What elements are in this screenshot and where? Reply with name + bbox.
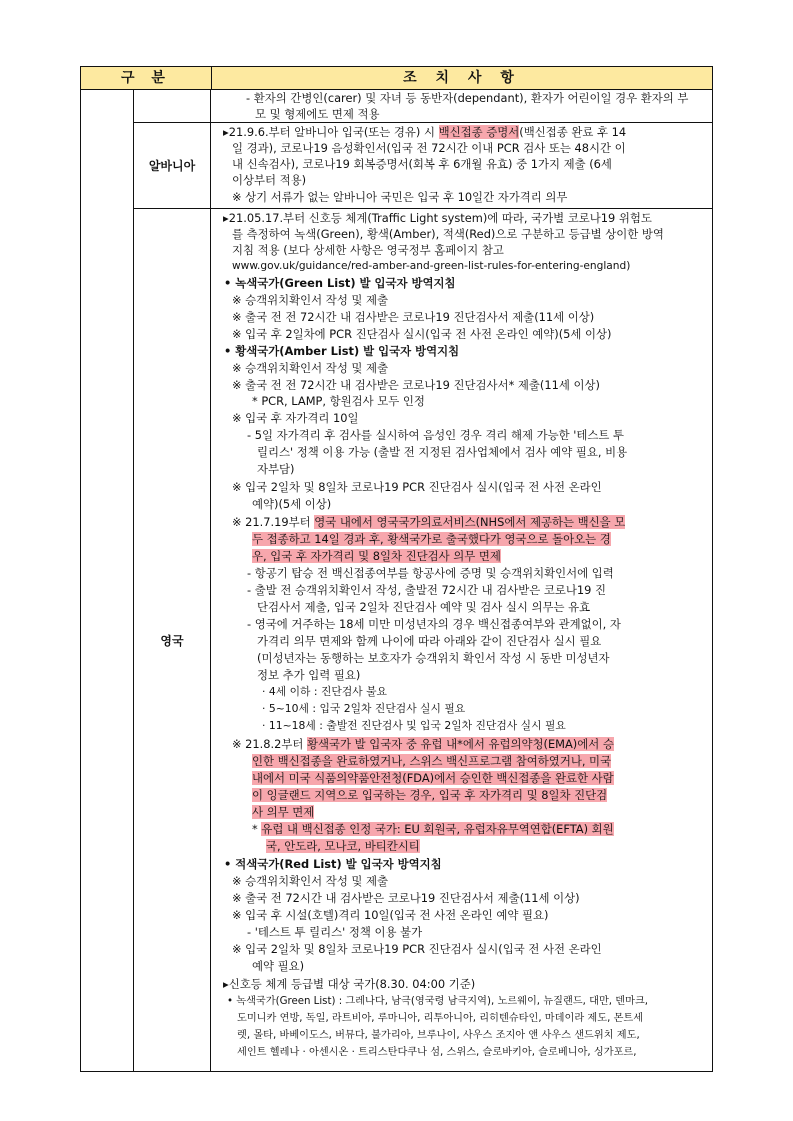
section-heading-amber: • 황색국가(Amber List) 발 입국자 방역지침 (224, 344, 460, 358)
text-line: 모 및 형제에도 면제 적용 (255, 107, 380, 121)
country-cell-prev (134, 89, 211, 122)
header-measures: 조 치 사 항 (403, 70, 521, 86)
country-cell-uk (134, 209, 211, 1071)
country-cell-albania (134, 123, 211, 208)
highlight: 이 잉글랜드 지역으로 입국하는 경우, 입국 후 자가격리 및 8일차 진단검 (252, 788, 608, 802)
text-line: - '테스트 투 릴리스' 정책 이용 불가 (247, 925, 423, 939)
highlight: 유럽 내 백신접종 인정 국가: EU 회원국, 유럽자유무역연합(EFTA) 회원 (261, 822, 614, 836)
text-line: · 5~10세 : 입국 2일차 진단검사 실시 필요 (262, 702, 466, 715)
highlight: 우, 입국 후 자가격리 및 8일차 진단검사 의무 면제 (252, 549, 501, 563)
text-line: ※ 출국 전 전 72시간 내 검사받은 코로나19 진단검사서 제출(11세 이상) (232, 310, 595, 324)
text-line: 정보 추가 입력 필요) (257, 668, 361, 682)
text-line: * 유럽 내 백신접종 인정 국가: EU 회원국, 유럽자유무역연합(EFTA) 회원 (252, 822, 614, 836)
text-line: ▸신호등 체계 등급별 대상 국가(8.30. 04:00 기준) (223, 977, 476, 991)
text-line: 일 경과), 코로나19 음성확인서(입국 전 72시간 이내 PCR 검사 또는 48시간 이 (232, 141, 626, 155)
text-line: (미성년자는 동행하는 보호자가 승객위치 확인서 작성 시 동반 미성년자 (257, 651, 610, 665)
text-line: 를 측정하여 녹색(Green), 황색(Amber), 적색(Red)으로 구분하고 등급별 상이한 방역 (232, 227, 664, 241)
section-heading-red: • 적색국가(Red List) 발 입국자 방역지침 (224, 857, 442, 871)
text-line: ※ 입국 2일차 및 8일차 코로나19 PCR 진단검사 실시(입국 전 사전 온라인 (232, 942, 602, 956)
highlight: 황색국가 발 입국자 중 유럽 내*에서 유럽의약청(EMA)에서 승 (307, 737, 614, 751)
text-line (252, 787, 607, 803)
section-heading-green: • 녹색국가(Green List) 발 입국자 방역지침 (224, 276, 456, 290)
text-line: ※ 출국 전 72시간 내 검사받은 코로나19 진단검사서 제출(11세 이상) (232, 891, 580, 905)
text-line (252, 753, 611, 769)
text-line: * PCR, LAMP, 항원검사 모두 인정 (252, 394, 425, 408)
highlight: 백신접종 증명서 (438, 125, 520, 139)
text-line (252, 531, 611, 547)
text-line: 가격리 의무 면제와 함께 나이에 따라 아래와 같이 진단검사 실시 필요 (257, 634, 602, 648)
text-line: ※ 승객위치확인서 작성 및 제출 (232, 293, 389, 307)
text-line: ※ 입국 후 시설(호텔)격리 10일(입국 전 사전 온라인 예약 필요) (232, 908, 549, 922)
text-line: - 5일 자가격리 후 검사를 실시하여 음성인 경우 격리 해제 가능한 '테스트 투 (247, 428, 625, 442)
text-line (252, 804, 314, 820)
text-line: 세인트 헬레나 · 아센시온 · 트리스탄다쿠나 섬, 스위스, 슬로바키아, 슬로베니아, 싱가포르, (237, 1047, 637, 1058)
text-line: ※ 입국 후 2일차에 PCR 진단검사 실시(입국 전 사전 온라인 예약)(5세 이상) (232, 327, 612, 341)
text-line: - 항공기 탑승 전 백신접종여부를 항공사에 증명 및 승객위치확인서에 입력 (247, 566, 614, 580)
text-line: • 녹색국가(Green List) : 그레나다, 남극(영국령 남극지역), 노르웨이, 뉴질랜드, 대만, 덴마크, (227, 996, 649, 1007)
text-line: 예약)(5세 이상) (252, 497, 332, 511)
text-line: ▸21.9.6.부터 알바니아 입국(또는 경유) 시 백신접종 증명서(백신접종 완료 후 14 (223, 125, 627, 139)
text-line: 단검사서 제출, 입국 2일차 진단검사 예약 및 검사 실시 의무는 유효 (257, 600, 591, 614)
text-line: ※ 21.7.19부터 영국 내에서 영국국가의료서비스(NHS에서 제공하는 백신을 모 (232, 515, 626, 529)
highlight: 영국 내에서 영국국가의료서비스(NHS에서 제공하는 백신을 모 (314, 515, 626, 529)
text-line: ※ 승객위치확인서 작성 및 제출 (232, 874, 389, 888)
text-line: 내 신속검사), 코로나19 회복증명서(회복 후 6개월 유효) 중 1가지 제출 (6세 (232, 157, 612, 171)
text-line: ※ 승객위치확인서 작성 및 제출 (232, 361, 389, 375)
text-line (252, 548, 501, 564)
header-gubun: 구 분 (81, 67, 212, 89)
text-line: ※ 상기 서류가 없는 알바니아 국민은 입국 후 10일간 자가격리 의무 (232, 190, 568, 204)
text-line: 예약 필요) (252, 959, 305, 973)
text-line: · 4세 이하 : 진단검사 불요 (262, 685, 387, 698)
text-line: ※ 입국 후 자가격리 10일 (232, 411, 359, 425)
highlight: 두 접종하고 14일 경과 후, 황색국가로 출국했다가 영국으로 돌아오는 경 (252, 532, 611, 546)
highlight: 인한 백신접종을 완료하였거나, 스위스 백신프로그램 참여하였거나, 미국 (252, 754, 612, 768)
text-line: ※ 21.8.2부터 황색국가 발 입국자 중 유럽 내*에서 유럽의약청(EMA)에서 승 (232, 737, 614, 751)
text-line (252, 770, 614, 786)
text-line: 도미니카 연방, 독일, 라트비아, 루마니아, 리투아니아, 리히텐슈타인, 마데이라 제도, 몬트세 (237, 1013, 644, 1024)
table-header (81, 67, 712, 90)
row-divider (134, 208, 712, 209)
text-line: 이상부터 적용) (232, 173, 307, 187)
text-line: ※ 출국 전 전 72시간 내 검사받은 코로나19 진단검사서* 제출(11세 이상) (232, 378, 600, 392)
text-line: 지침 적용 (보다 상세한 사항은 영국정부 홈페이지 참고 (232, 243, 504, 257)
text-line: 자부담) (257, 462, 295, 476)
text-line: www.gov.uk/guidance/red-amber-and-green-list-rules-for-entering-england) (232, 260, 631, 272)
text-line (266, 838, 420, 854)
text-line: - 환자의 간병인(carer) 및 자녀 등 동반자(dependant), 환자가 어린이일 경우 환자의 부 (246, 91, 689, 105)
highlight: 내에서 미국 식품의약품안전청(FDA)에서 승인한 백신접종을 완료한 사람 (252, 771, 614, 785)
row-divider (134, 122, 712, 123)
measures-table (80, 66, 713, 1072)
text-line: - 출발 전 승객위치확인서 작성, 출발전 72시간 내 검사받은 코로나19 진 (247, 583, 607, 597)
country-name: 알바니아 (148, 159, 196, 173)
country-name: 영국 (160, 633, 184, 648)
text-line: ▸21.05.17.부터 신호등 체계(Traffic Light system)에 따라, 국가별 코로나19 위험도 (223, 211, 652, 225)
text-line: 렛, 몰타, 바베이도스, 버뮤다, 불가리아, 브루나이, 사우스 조지아 앤 사우스 샌드위치 제도, (237, 1030, 640, 1041)
highlight: 사 의무 면제 (252, 805, 315, 819)
text-line: · 11~18세 : 출발전 진단검사 및 입국 2일차 진단검사 실시 필요 (262, 719, 566, 732)
text-line: 릴리스' 정책 이용 가능 (출발 전 지정된 검사업체에서 검사 예약 필요, 비용 (257, 445, 628, 459)
region-column (81, 89, 134, 1071)
text-line: - 영국에 거주하는 18세 미만 미성년자의 경우 백신접종여부와 관계없이, 자 (247, 617, 621, 631)
highlight: 국, 안도라, 모나코, 바티칸시티 (266, 839, 420, 853)
text-line: ※ 입국 2일차 및 8일차 코로나19 PCR 진단검사 실시(입국 전 사전 온라인 (232, 480, 602, 494)
